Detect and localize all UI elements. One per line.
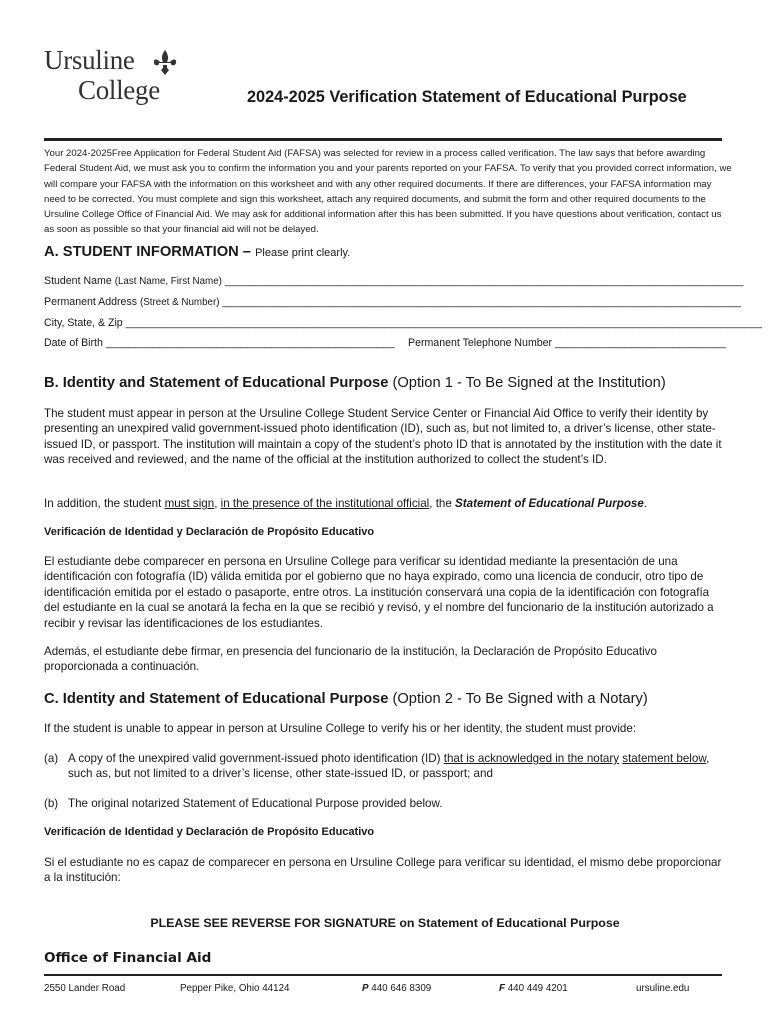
footer-city: Pepper Pike, Ohio 44124 [180, 983, 290, 994]
document-title: 2024-2025 Verification Statement of Educational Purpose [247, 88, 687, 106]
list-marker-a: (a) [44, 752, 59, 765]
logo-line-2: College [78, 75, 160, 105]
office-name: Office of Financial Aid [44, 950, 212, 966]
item-a-rest: , such as, but not limited to a driver’s license, other state-issued ID, or passport; and [68, 752, 710, 781]
para2-the: , the [429, 497, 452, 510]
list-marker-b: (b) [44, 797, 59, 810]
fax-prefix: F [499, 983, 505, 994]
item-a-underlined-1: that is acknowledged in the notary [443, 752, 620, 765]
para2-start: In addition, the student [44, 497, 162, 510]
presence-text: in the presence of the institutional official [220, 497, 430, 510]
telephone-label: Permanent Telephone Number [408, 337, 553, 349]
date-of-birth-label: Date of Birth [44, 337, 103, 349]
fleur-de-lis-icon [150, 48, 180, 78]
student-name-field[interactable]: Student Name (Last Name, First Name) ________________________________________________________________________________________ [44, 275, 744, 287]
list-item-b [44, 796, 724, 811]
section-a-heading [44, 244, 350, 260]
item-a-underlined-2: statement below [622, 752, 707, 765]
telephone-field[interactable]: Permanent Telephone Number _____________________________ [408, 337, 726, 349]
phone-prefix: P [362, 983, 369, 994]
reverse-signature-note [0, 916, 770, 930]
section-c-intro: If the student is unable to appear in person at Ursuline College to verify his or her identity, the student must provide: [44, 722, 637, 735]
section-b-spanish-paragraph-1: El estudiante debe comparecer en persona en Ursuline College para verificar su identidad mediante la presentación de una identificación con fotografía (ID) válida emitida por el gobierno que no haya expirado, como una licencia de conducir, otro tipo de identificación emitida por el estado o pasaporte, entre otros. La institución conservará una copia de la identificación con fotografía del estudiante en la cual se anotará la fecha en la que se recibió y revisó, y el nombre del funcionario de la institución autorizado a recibir y revisar las identificaciones de los estudiantes. [44, 555, 714, 630]
section-b-option: (Option 1 - To Be Signed at the Institution) [392, 375, 666, 391]
footer-fax [499, 983, 568, 994]
section-a-subtitle: Please print clearly. [255, 247, 351, 259]
date-of-birth-field[interactable]: Date of Birth _________________________________________________ [44, 337, 395, 349]
logo-line-1: Ursuline [44, 45, 135, 75]
statement-title: Statement of Educational Purpose [455, 497, 644, 510]
section-c-spanish-heading: Verificación de Identidad y Declaración de Propósito Educativo [44, 826, 375, 838]
section-b-paragraph-1: The student must appear in person at the Ursuline College Student Service Center or Financial Aid Office to verify their identity by presenting an unexpired valid government-issued photo identification (ID), such as, but not limited to, a driver’s license, other state-issued ID, or passport. The institution will maintain a copy of the student’s photo ID that is annotated by the institution with the date it was received and reviewed, and the name of the official at the institution authorized to collect the student’s ID. [44, 407, 722, 467]
address-field[interactable]: Permanent Address (Street & Number) ________________________________________________________________________________________ [44, 296, 741, 308]
item-b-text: The original notarized Statement of Educational Purpose provided below. [68, 797, 443, 810]
city-state-zip-label: City, State, & Zip [44, 317, 123, 329]
item-a-text: A copy of the unexpired valid government-issued photo identification (ID) [68, 752, 441, 765]
student-name-label: Student Name [44, 275, 112, 287]
fax-number: 440 449 4201 [507, 983, 568, 994]
section-b-spanish-paragraph-2: Además, el estudiante debe firmar, en presencia del funcionario de la institución, la Declaración de Propósito Educativo proporcionada a continuación. [44, 645, 657, 674]
section-b-title: B. Identity and Statement of Educational Purpose [44, 375, 389, 391]
section-c-title: C. Identity and Statement of Educational Purpose [44, 691, 389, 707]
header-divider [44, 138, 722, 141]
section-b-heading [44, 375, 666, 391]
section-a-title: A. STUDENT INFORMATION – [44, 244, 251, 260]
footer-divider [44, 974, 722, 976]
section-c-option: (Option 2 - To Be Signed with a Notary) [392, 691, 648, 707]
reverse-note-caps: PLEASE SEE REVERSE FOR SIGNATURE [150, 916, 396, 930]
phone-number: 440 646 8309 [371, 983, 432, 994]
address-hint: (Street & Number) [140, 297, 220, 308]
reverse-note-rest: on Statement of Educational Purpose [399, 916, 620, 930]
footer-website[interactable]: ursuline.edu [636, 983, 690, 994]
student-name-hint: (Last Name, First Name) [114, 276, 222, 287]
list-item-a [44, 751, 724, 782]
section-b-paragraph-2: In addition, the student must sign, in the presence of the institutional official, the Statement of Educational Purpose. [44, 497, 648, 510]
must-sign-text: must sign [164, 497, 215, 510]
section-c-spanish-paragraph: Si el estudiante no es capaz de comparecer en persona en Ursuline College para verificar su identidad, el mismo debe proporcionar a la institución: [44, 856, 722, 885]
footer-address: 2550 Lander Road [44, 983, 126, 994]
intro-paragraph: Your 2024-2025Free Application for Federal Student Aid (FAFSA) was selected for review in a process called verification. The law says that before awarding Federal Student Aid, we must ask you to confirm the information you and your parents reported on your FAFSA. To verify that you provided correct information, we will compare your FAFSA with the information on this worksheet and with any other required documents. If there are differences, your FAFSA information may need to be corrected. You must complete and sign this worksheet, attach any required documents, and submit the form and other required documents to the Ursuline College Office of Financial Aid. We may ask for additional information after this has been submitted. If you have questions about verification, contact us as soon as possible so that your financial aid will not be delayed. [44, 148, 732, 236]
section-c-heading [44, 691, 648, 707]
section-b-spanish-heading: Verificación de Identidad y Declaración de Propósito Educativo [44, 526, 375, 538]
college-logo [44, 46, 184, 112]
footer-phone [362, 983, 431, 994]
city-state-zip-field[interactable]: City, State, & Zip ____________________________________________________________________________________________________________ [44, 317, 762, 329]
address-label: Permanent Address [44, 296, 138, 308]
